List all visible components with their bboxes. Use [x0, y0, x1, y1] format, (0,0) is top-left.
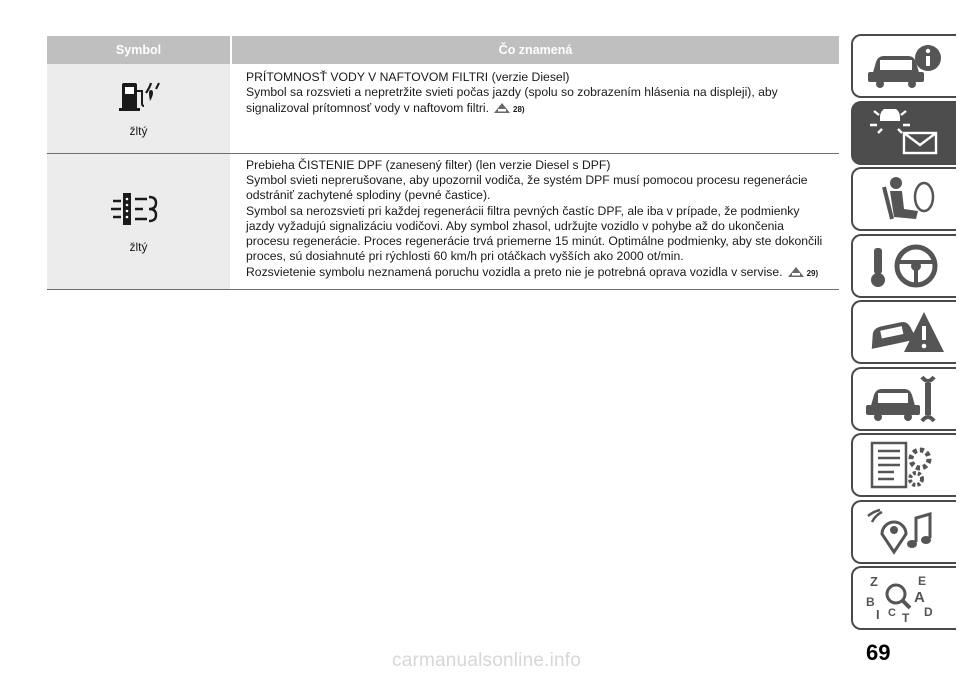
svg-text:I: I	[875, 607, 880, 622]
footnote-ref[interactable]	[493, 100, 525, 117]
svg-text:Z: Z	[869, 574, 878, 589]
table-row	[47, 154, 839, 290]
meaning-line: Symbol sa rozsvieti a nepretržite svieti počas jazdy (spolu so zobrazením hlásenia na displeji), aby	[246, 85, 778, 100]
warning-light-message-icon	[864, 109, 946, 157]
symbol-cell	[47, 154, 232, 289]
page-number: 69	[866, 640, 891, 665]
meaning-line: Symbol sa nerozsvieti pri každej regenerácii filtra pevných častíc DPF, ale iba v prípade, že podmienky	[246, 203, 800, 218]
footnote-number: 29)	[806, 269, 819, 279]
car-wrench-icon	[864, 375, 946, 423]
symbol-color-label: žltý	[129, 240, 148, 254]
meaning-cell	[232, 154, 839, 289]
tab-emergency[interactable]	[851, 300, 956, 364]
svg-text:A: A	[913, 589, 925, 606]
key-steering-wheel-icon	[864, 242, 946, 290]
dpf-filter-icon	[109, 189, 169, 234]
tab-warning-lights[interactable]	[851, 101, 956, 165]
symbol-color-label: žltý	[129, 124, 148, 138]
meaning-line: procesu regenerácie. Proces regenerácie trvá priemerne 15 minút. Optimálne podmienky, aby ste dokončili	[246, 234, 823, 249]
footnote-ref[interactable]	[787, 264, 819, 281]
meaning-line: odstrániť zachytené splodiny (pevné častice).	[246, 188, 491, 203]
meaning-line	[246, 100, 831, 117]
footnote-number: 28)	[513, 105, 525, 115]
warning-triangle-car-icon	[493, 102, 511, 114]
meaning-line: proces, sú dosiahnuté pri rýchlosti 60 km/h pri otáčkach vyšších ako 2000 ot/min.	[246, 249, 684, 264]
tab-car-info[interactable]	[851, 34, 956, 98]
svg-text:E: E	[917, 574, 926, 588]
tab-safety[interactable]	[851, 167, 956, 231]
warning-triangle-car-icon	[787, 266, 805, 278]
tab-index[interactable]	[851, 566, 956, 630]
tab-multimedia[interactable]	[851, 500, 956, 564]
meaning-title: PRÍTOMNOSŤ VODY V NAFTOVOM FILTRI (verzie Diesel)	[246, 70, 570, 84]
header-symbol: Symbol	[47, 36, 232, 64]
watermark: carmanualsonline.info	[392, 650, 582, 671]
meaning-cell	[232, 64, 839, 153]
table-row	[47, 64, 839, 154]
car-accident-warning-icon	[864, 308, 946, 356]
meaning-line	[246, 264, 831, 281]
seat-airbag-icon	[864, 175, 946, 223]
meaning-line: Symbol svieti neprerušovane, aby upozornil vodiča, že systém DPF musí pomocou procesu regenerácie	[246, 173, 808, 188]
fuel-water-icon	[116, 79, 162, 118]
svg-text:B: B	[865, 595, 875, 609]
table-header	[47, 36, 839, 64]
svg-text:T: T	[901, 611, 909, 624]
tab-technical-data[interactable]	[851, 433, 956, 497]
alphabetical-index-icon	[864, 572, 946, 624]
svg-text:D: D	[923, 605, 933, 619]
specs-gears-icon	[864, 441, 946, 489]
multimedia-note-icon	[864, 508, 946, 556]
car-info-icon	[864, 42, 946, 90]
svg-text:C: C	[887, 607, 896, 619]
meaning-line-text: Rozsvietenie symbolu neznamená poruchu vozidla a preto nie je potrebná oprava vozidla v servise.	[246, 265, 783, 280]
meaning-line-text: signalizoval prítomnosť vody v naftovom filtri.	[246, 101, 490, 116]
meaning-title: Prebieha ČISTENIE DPF (zanesený filter) (len verzie Diesel s DPF)	[246, 158, 611, 172]
tab-starting-driving[interactable]	[851, 234, 956, 298]
tab-maintenance[interactable]	[851, 367, 956, 431]
header-meaning: Čo znamená	[498, 43, 573, 57]
meaning-line: jazdy vyžadujú signalizáciu vodičovi. Aby symbol zhasol, udržujte vozidlo v pohybe až do ukončenia	[246, 218, 784, 233]
symbol-cell	[47, 64, 232, 153]
warning-lights-table	[47, 36, 839, 290]
